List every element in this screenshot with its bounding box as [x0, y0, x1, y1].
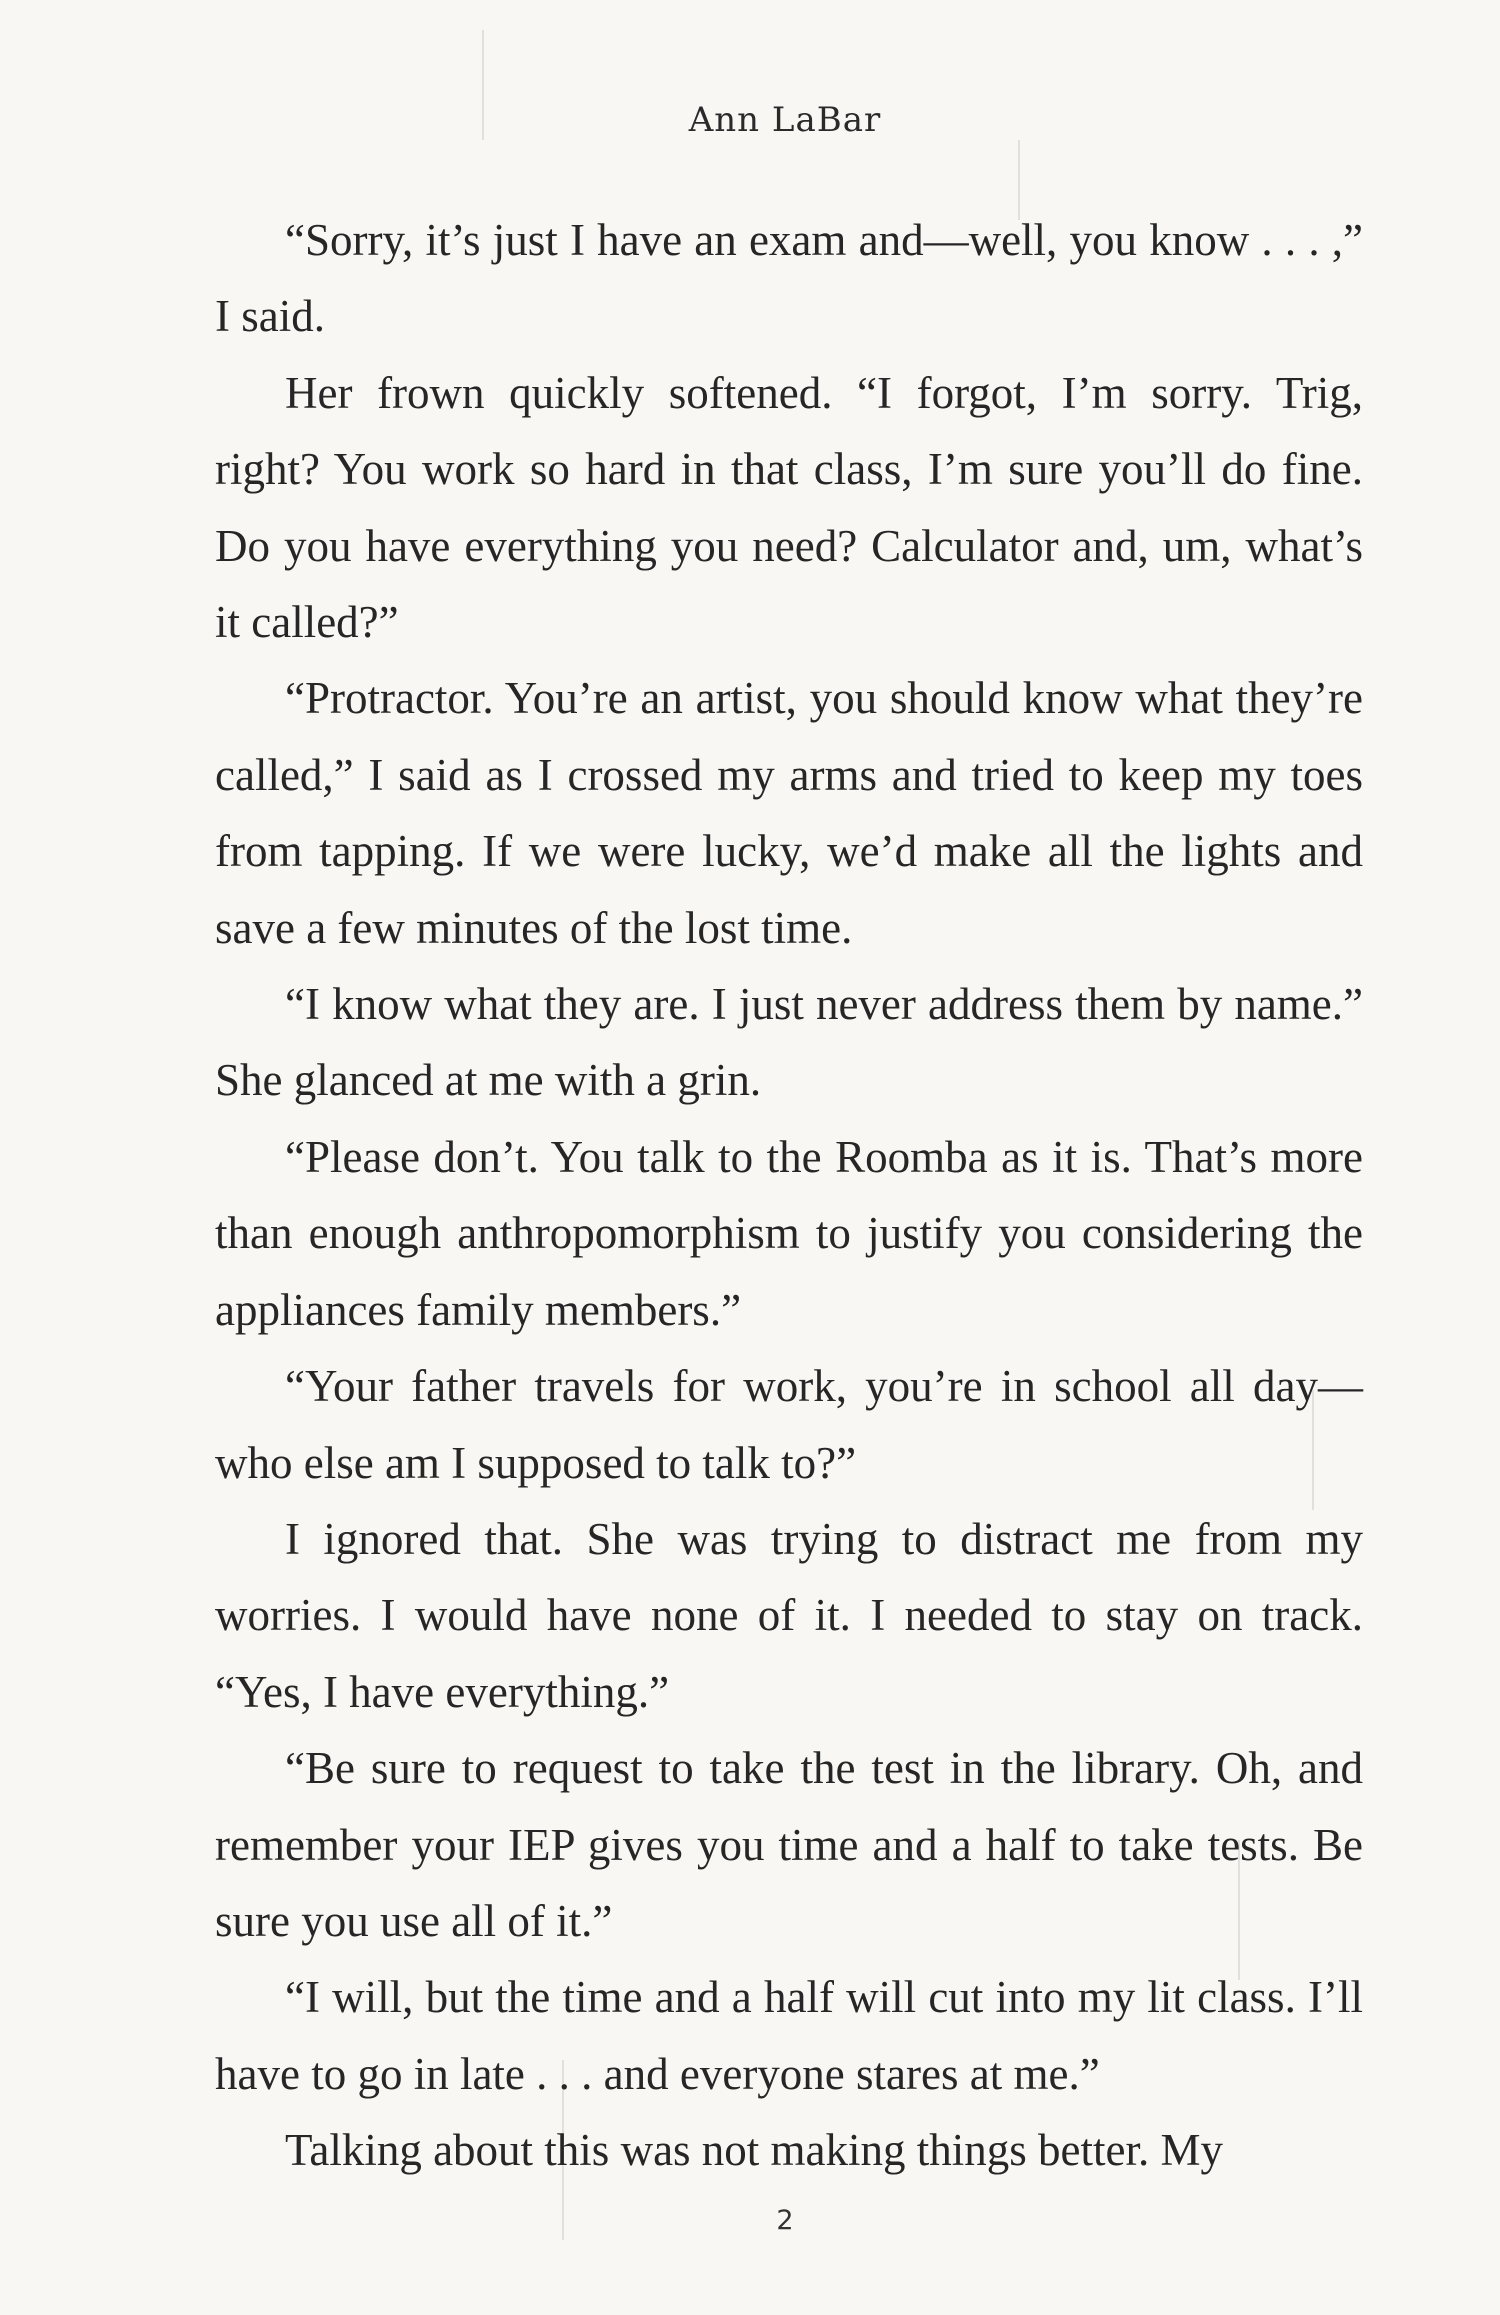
- paragraph: Talking about this was not making things better. My: [285, 2125, 1224, 2176]
- paragraph: “Sorry, it’s just I have an exam and—well, you know . . . ,” I said.: [215, 215, 1363, 342]
- paragraph: “I know what they are. I just never address them by name.” She glanced at me with a grin.: [215, 979, 1363, 1106]
- body-text: [215, 202, 1363, 2189]
- paragraph: “Your father travels for work, you’re in school all day—who else am I supposed to talk to?”: [215, 1361, 1363, 1488]
- running-head: Ann LaBar: [688, 100, 882, 140]
- paragraph: “I will, but the time and a half will cut into my lit class. I’ll have to go in late . . . and everyone stares at me.”: [215, 1972, 1363, 2099]
- paragraph: “Please don’t. You talk to the Roomba as it is. That’s more than enough anthropomorphism to justify you considering the appliances family members.”: [215, 1131, 1363, 1335]
- paragraph: Her frown quickly softened. “I forgot, I’m sorry. Trig, right? You work so hard in that class, I’m sure you’ll do fine. Do you have everything you need? Calculator and, um, what’s it called?”: [215, 367, 1363, 648]
- paragraph: I ignored that. She was trying to distract me from my worries. I would have none of it. I needed to stay on track. “Yes, I have everything.”: [215, 1513, 1363, 1717]
- page-number: 2: [776, 2205, 794, 2236]
- paragraph: “Be sure to request to take the test in the library. Oh, and remember your IEP gives you time and a half to take tests. Be sure you use all of it.”: [215, 1743, 1363, 1946]
- paragraph: “Protractor. You’re an artist, you should know what they’re called,” I said as I crossed my arms and tried to keep my toes from tapping. If we were lucky, we’d make all the lights and save a few minutes of the lost time.: [215, 673, 1363, 953]
